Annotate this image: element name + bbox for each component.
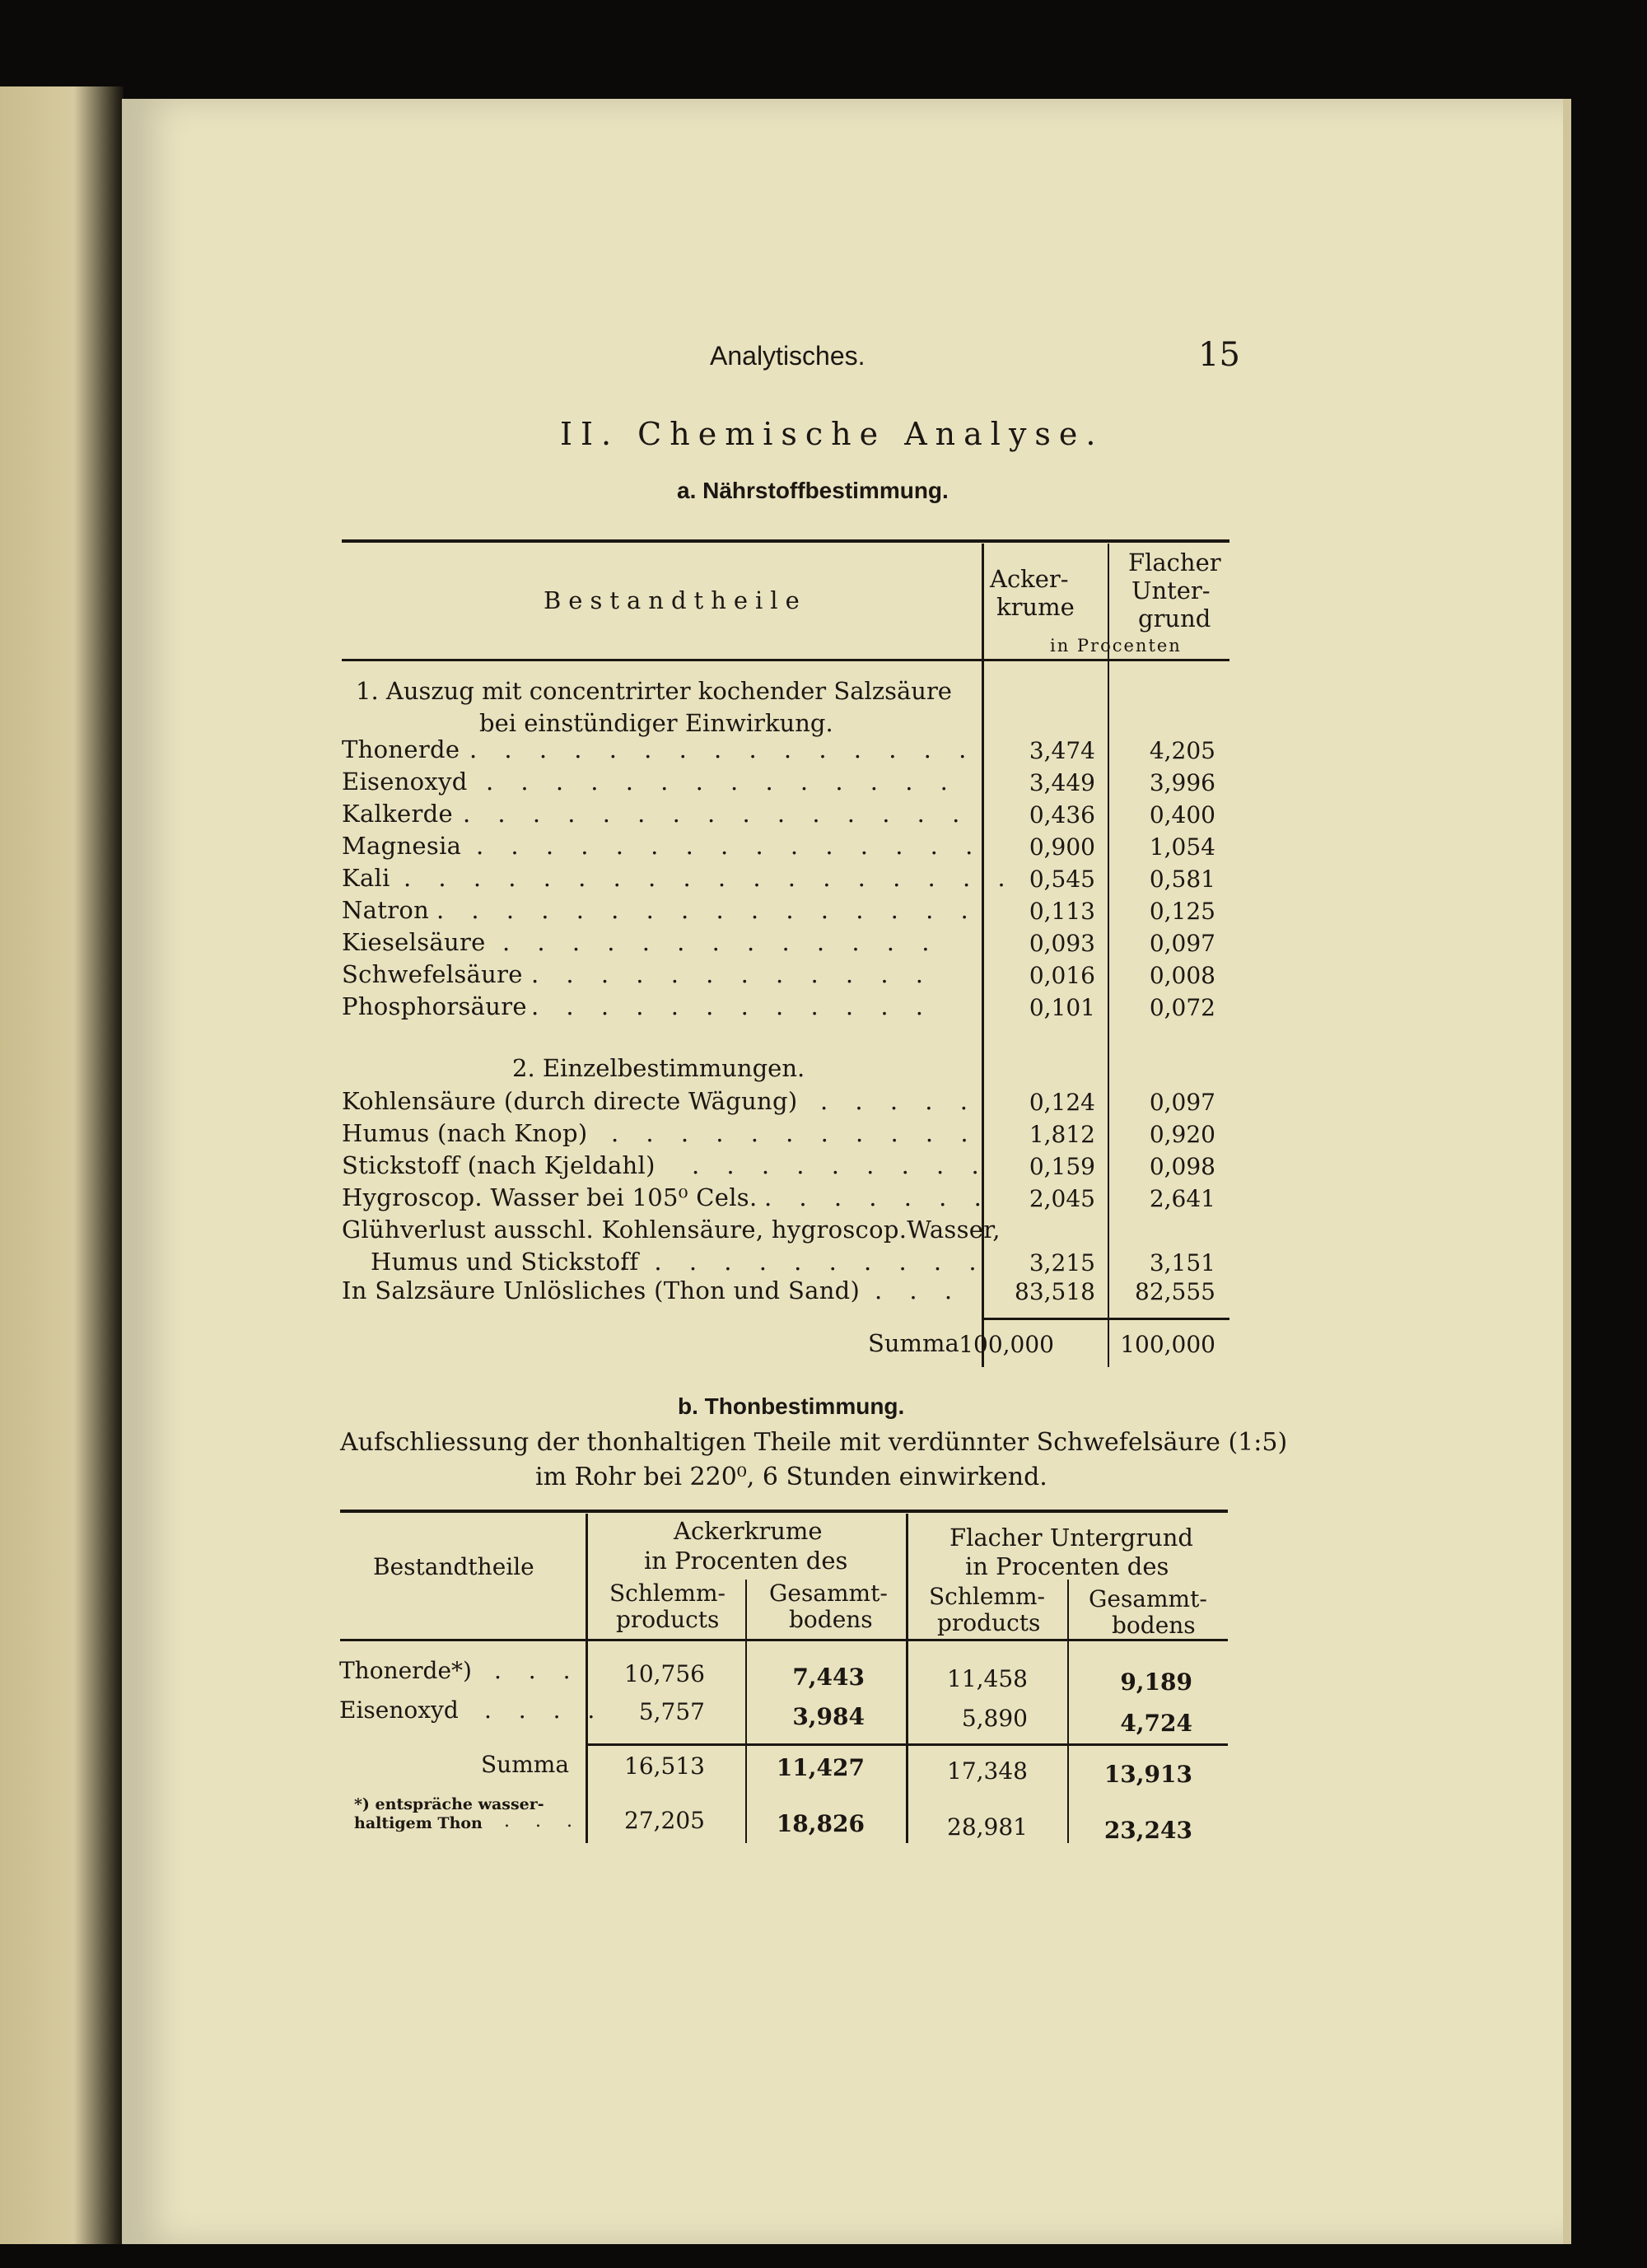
table1-header-acker-l1: Acker-: [990, 565, 1069, 593]
value-acker-schlemm: 5,757: [638, 1698, 705, 1725]
table2-divider-label: [586, 1514, 588, 1843]
footnote-l2: haltigem Thon: [354, 1814, 483, 1832]
foot-acker-schlemm: 27,205: [624, 1807, 705, 1834]
value-untergrund: 0,098: [1149, 1153, 1215, 1180]
row-label: Kieselsäure: [342, 928, 486, 956]
table2-sub-schlemm-flacher-l2: products: [937, 1609, 1041, 1636]
section-b-desc-l1: Aufschliessung der thonhaltigen Theile mit verdünnter Schwefelsäure (1:5): [340, 1428, 1288, 1457]
row-label-cont: Humus und Stickstoff: [371, 1248, 639, 1276]
row-label: In Salzsäure Unlösliches (Thon und Sand): [342, 1276, 861, 1304]
value-untergrund: 2,641: [1149, 1185, 1215, 1212]
table2-sub-gesammt-acker-l1: Gesammt-: [769, 1580, 888, 1607]
table1-summa-rule: [984, 1318, 1229, 1320]
table1-header-acker-l2: krume: [996, 593, 1075, 621]
leader-dots: . . .: [494, 1657, 581, 1684]
section-title: II. Chemische Analyse.: [560, 416, 1104, 452]
summa-acker-schlemm: 16,513: [624, 1752, 705, 1780]
value-untergrund: 0,097: [1149, 1089, 1215, 1116]
leader-dots: . . . . . . . . . . . . . . . .: [436, 896, 978, 924]
summa-untergrund: 100,000: [1120, 1331, 1215, 1358]
row-label: Hygroscop. Wasser bei 105⁰ Cels.: [342, 1183, 758, 1211]
value-untergrund: 4,205: [1149, 737, 1215, 764]
table2-sub-gesammt-acker-l2: bodens: [789, 1606, 873, 1633]
page-edge: [1563, 99, 1571, 2244]
group1-heading-l1: 1. Auszug mit concentrirter kochender Salzsäure: [356, 677, 952, 705]
table2-header-acker-l1: Ackerkrume: [674, 1517, 823, 1545]
row-label: Schwefelsäure: [342, 960, 523, 988]
value-flacher-gesammt: 4,724: [1120, 1710, 1192, 1737]
table1-top-rule: [342, 539, 1229, 543]
summa-ackerkrume: 100,000: [959, 1331, 1054, 1358]
value-untergrund: 0,581: [1149, 866, 1215, 893]
row-label: Stickstoff (nach Kjeldahl): [342, 1151, 656, 1179]
table2-divider-acker-sub: [745, 1580, 747, 1843]
value-untergrund: 1,054: [1149, 833, 1215, 861]
value-ackerkrume: 2,045: [1029, 1185, 1095, 1212]
leader-dots: . . . . . . .: [764, 1183, 991, 1211]
table2-header-bestandtheile: Bestandtheile: [373, 1553, 534, 1580]
value-ackerkrume: 0,124: [1029, 1089, 1095, 1116]
table1-col-divider-1: [982, 544, 984, 1367]
subtitle-naehrstoff: a. Nährstoffbestimmung.: [677, 478, 949, 503]
leader-dots: . . . . . . . . . . . . . . .: [476, 832, 983, 860]
table2-sub-schlemm-acker-l1: Schlemm-: [609, 1580, 726, 1607]
row-label: Thonerde: [342, 735, 460, 763]
row-label: Kali: [342, 864, 390, 892]
value-ackerkrume: 0,113: [1029, 898, 1095, 925]
value-flacher-schlemm: 11,458: [947, 1665, 1028, 1692]
leader-dots: . . . . . . . . .: [692, 1151, 989, 1179]
row-label: Thonerde*): [339, 1657, 472, 1684]
table1-header-unit: in Procenten: [1050, 636, 1182, 656]
summa-flacher-schlemm: 17,348: [947, 1757, 1028, 1785]
leader-dots: . . . . . . . . . . . . . . .: [463, 800, 970, 828]
leader-dots: . . . . .: [820, 1087, 977, 1115]
leader-dots: . . . . . . . . . . .: [611, 1119, 978, 1147]
leader-dots: . . . . . . . . . . . . . .: [486, 768, 958, 796]
row-label: Kohlensäure (durch directe Wägung): [342, 1087, 798, 1115]
row-label: Kalkerde: [342, 800, 453, 828]
group2-heading: 2. Einzelbestimmungen.: [512, 1054, 805, 1082]
table2-header-flacher-l1: Flacher Untergrund: [949, 1524, 1193, 1552]
value-untergrund: 0,920: [1149, 1121, 1215, 1148]
value-untergrund: 0,400: [1149, 801, 1215, 828]
row-label: Eisenoxyd: [342, 768, 468, 796]
leader-dots: . . .: [875, 1276, 963, 1304]
value-ackerkrume: 0,093: [1029, 930, 1095, 957]
value-acker-gesammt: 3,984: [792, 1703, 865, 1730]
value-untergrund: 3,996: [1149, 769, 1215, 796]
leader-dots: . . . . . . . . . . . . . . .: [469, 735, 977, 763]
row-label: Eisenoxyd: [339, 1696, 459, 1724]
value-untergrund: 0,097: [1149, 930, 1215, 957]
table2-header-acker-l2: in Procenten des: [644, 1547, 848, 1575]
section-b-desc-l2: im Rohr bei 220⁰, 6 Stunden einwirkend.: [535, 1463, 1047, 1491]
value-ackerkrume: 0,900: [1029, 833, 1095, 861]
table1-header-flacher-l1: Flacher: [1128, 548, 1221, 576]
footnote-l1: *) entspräche wasser-: [354, 1795, 544, 1813]
value-acker-schlemm: 10,756: [624, 1660, 705, 1687]
table2-sub-gesammt-flacher-l2: bodens: [1112, 1612, 1196, 1639]
value-untergrund: 82,555: [1135, 1278, 1215, 1305]
value-acker-gesammt: 7,443: [792, 1664, 865, 1691]
table1-header-bestandtheile: Bestandtheile: [544, 586, 807, 614]
table2-sub-gesammt-flacher-l1: Gesammt-: [1089, 1585, 1207, 1612]
table2-sub-schlemm-flacher-l1: Schlemm-: [929, 1583, 1045, 1610]
value-ackerkrume: 0,016: [1029, 962, 1095, 989]
running-title: Analytisches.: [710, 341, 865, 371]
table2-top-rule: [340, 1510, 1228, 1513]
summa-acker-gesammt: 11,427: [776, 1754, 865, 1781]
group1-heading-l2: bei einstündiger Einwirkung.: [479, 709, 833, 737]
summa-label: Summa: [868, 1329, 959, 1357]
row-label: Humus (nach Knop): [342, 1119, 588, 1147]
leader-dots: . . .: [504, 1811, 582, 1832]
table2-divider-groups: [906, 1514, 908, 1843]
leader-dots: . . . . . . . . . . . . .: [502, 928, 940, 956]
row-label: Magnesia: [342, 832, 462, 860]
value-flacher-schlemm: 5,890: [961, 1705, 1028, 1732]
value-untergrund: 3,151: [1149, 1249, 1215, 1276]
table2-sub-schlemm-acker-l2: products: [616, 1606, 720, 1633]
leader-dots: . . . . . . . . . . . . . . . . . .: [404, 864, 1015, 892]
value-untergrund: 0,008: [1149, 962, 1215, 989]
subtitle-thonbestimmung: b. Thonbestimmung.: [678, 1393, 905, 1419]
page-number: 15: [1198, 336, 1240, 374]
foot-acker-gesammt: 18,826: [776, 1810, 865, 1837]
summa-label: Summa: [481, 1751, 570, 1778]
value-ackerkrume: 3,449: [1029, 769, 1095, 796]
row-label: Glühverlust ausschl. Kohlensäure, hygroscop.Wasser,: [342, 1216, 1001, 1244]
table2-summa-rule: [586, 1743, 1228, 1746]
value-ackerkrume: 0,545: [1029, 866, 1095, 893]
summa-flacher-gesammt: 13,913: [1103, 1761, 1192, 1788]
table2-header-rule: [340, 1639, 1228, 1641]
value-ackerkrume: 3,215: [1029, 1249, 1095, 1276]
table2-divider-flacher-sub: [1067, 1580, 1069, 1843]
left-page-edge: [0, 86, 124, 2244]
table1-header-rule: [342, 659, 1229, 661]
value-ackerkrume: 1,812: [1029, 1121, 1095, 1148]
leader-dots: . . . .: [484, 1696, 605, 1724]
value-ackerkrume: 83,518: [1015, 1278, 1095, 1305]
foot-flacher-schlemm: 28,981: [947, 1813, 1028, 1841]
value-ackerkrume: 0,159: [1029, 1153, 1095, 1180]
value-untergrund: 0,125: [1149, 898, 1215, 925]
table1-header-flacher-l2: Unter-: [1131, 576, 1211, 604]
leader-dots: . . . . . . . . . . .: [619, 1248, 987, 1276]
value-ackerkrume: 3,474: [1029, 737, 1095, 764]
leader-dots: . . . . . . . . . . . .: [531, 992, 934, 1020]
foot-flacher-gesammt: 23,243: [1103, 1817, 1192, 1844]
row-label: Phosphorsäure: [342, 992, 527, 1020]
row-label: Natron: [342, 896, 430, 924]
value-untergrund: 0,072: [1149, 994, 1215, 1021]
value-flacher-gesammt: 9,189: [1120, 1668, 1192, 1696]
table1-header-flacher-l3: grund: [1138, 604, 1211, 632]
value-ackerkrume: 0,101: [1029, 994, 1095, 1021]
table2-header-flacher-l2: in Procenten des: [965, 1552, 1169, 1580]
value-ackerkrume: 0,436: [1029, 801, 1095, 828]
leader-dots: . . . . . . . . . . . .: [531, 960, 934, 988]
